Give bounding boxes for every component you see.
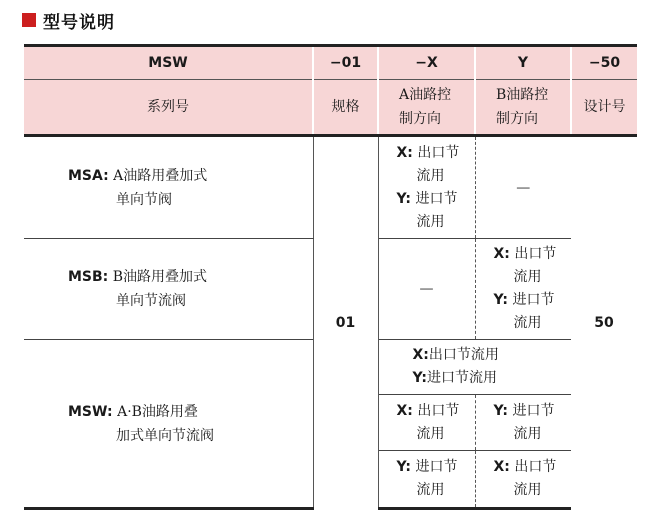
msw-row3-a — [378, 451, 475, 509]
msw-combo-x-text: 出口节流用 — [428, 347, 499, 363]
code-header-row — [24, 46, 637, 80]
msw-row2-a-val1: 出口节 — [417, 402, 460, 419]
label-design: 设计号 — [571, 80, 637, 136]
msb-b-y-val2: 流用 — [513, 315, 542, 331]
msw-row3-b-val1: 出口节 — [514, 459, 557, 475]
series-msb-line1: B油路用叠加式 — [112, 269, 208, 285]
msa-a-options — [378, 136, 475, 239]
msw-combo-y-text: 进口节流用 — [427, 370, 498, 386]
code-spec: −01 — [313, 46, 378, 80]
msw-row3-b-key: X: — [493, 459, 510, 475]
heading-marker-square — [22, 13, 36, 27]
msa-a-x-val2: 流用 — [416, 167, 445, 184]
msa-a-y-val2: 流用 — [416, 213, 445, 230]
label-spec: 规格 — [313, 80, 378, 136]
msw-row3-b — [475, 451, 571, 509]
series-msw-line1: A·B油路用叠 — [117, 403, 198, 420]
section-heading — [22, 9, 115, 31]
label-header-row — [24, 80, 637, 136]
msw-row2-b-val1: 进口节 — [512, 402, 555, 419]
msw-row3-b-val2: 流用 — [513, 482, 542, 498]
code-series: MSW — [24, 46, 313, 80]
msa-a-x-key: X: — [396, 144, 413, 161]
model-code-table — [24, 44, 637, 510]
msb-b-x-key: X: — [493, 246, 510, 262]
msa-a-x-val1: 出口节 — [417, 144, 460, 161]
label-a-line1: A油路控 — [399, 87, 452, 103]
series-msa-line1: A油路用叠加式 — [113, 167, 208, 184]
label-b-line1: B油路控 — [496, 87, 549, 103]
msa-b-dash: — — [475, 136, 571, 239]
label-a-direction — [378, 80, 475, 136]
msw-combo-y-key: Y: — [412, 370, 428, 386]
msw-combo-x-key: X: — [412, 347, 429, 363]
msw-row2-b — [475, 395, 571, 451]
label-b-line2: 制方向 — [496, 111, 538, 127]
series-msa-line2: 单向节阀 — [116, 191, 172, 208]
msb-b-y-key: Y: — [493, 292, 509, 308]
series-msw-code: MSW: — [68, 403, 113, 420]
code-design: −50 — [571, 46, 637, 80]
msw-row2-b-val2: 流用 — [513, 425, 542, 442]
msw-row2-a — [378, 395, 475, 451]
series-msa-code: MSA: — [68, 167, 109, 184]
msw-row3-a-val2: 流用 — [416, 482, 445, 498]
msw-row2-b-key: Y: — [493, 402, 509, 419]
msa-a-y-key: Y: — [396, 190, 412, 207]
label-series: 系列号 — [24, 80, 313, 136]
msb-a-dash: — — [378, 239, 475, 340]
row-msa — [24, 136, 637, 239]
code-b-direction: Y — [475, 46, 571, 80]
msa-a-y-val1: 进口节 — [415, 190, 458, 207]
spec-value: 01 — [313, 136, 378, 509]
msw-row2-a-val2: 流用 — [416, 425, 445, 442]
series-msb — [24, 239, 313, 340]
series-msb-code: MSB: — [68, 269, 109, 285]
msw-row3-a-val1: 进口节 — [415, 459, 458, 475]
series-msw-line2: 加式单向节流阀 — [116, 427, 214, 444]
msb-b-x-val1: 出口节 — [514, 246, 557, 262]
heading-title: 型号说明 — [43, 12, 115, 33]
series-msb-line2: 单向节流阀 — [116, 293, 186, 309]
msw-row3-a-key: Y: — [396, 459, 412, 475]
msb-b-y-val1: 进口节 — [512, 292, 555, 308]
msw-row2-a-key: X: — [396, 402, 413, 419]
msw-combined-options — [378, 340, 571, 395]
design-value: 50 — [594, 314, 614, 331]
msb-b-options — [475, 239, 571, 340]
label-a-line2: 制方向 — [399, 111, 441, 127]
series-msa — [24, 136, 313, 239]
msb-b-x-val2: 流用 — [513, 269, 542, 285]
series-msw — [24, 340, 313, 509]
label-b-direction — [475, 80, 571, 136]
code-a-direction: −X — [378, 46, 475, 80]
